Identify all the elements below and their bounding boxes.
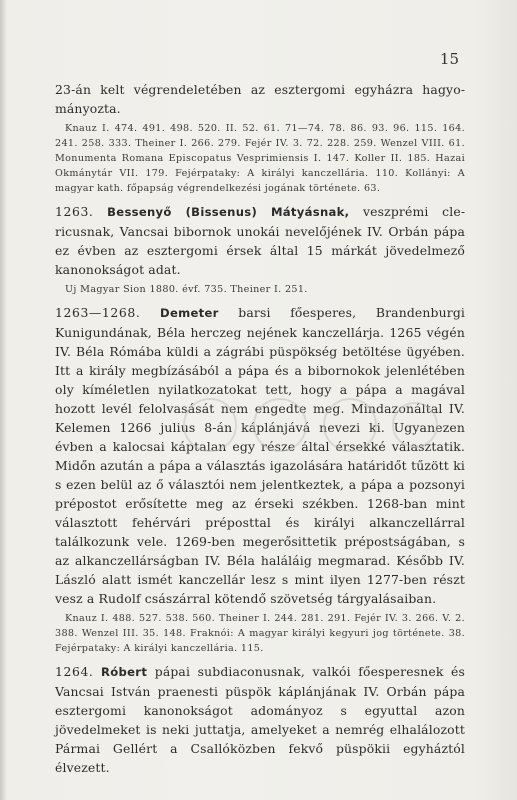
entry-number: 1263—1268. [55,305,141,320]
entry-number: 1264. [55,664,94,679]
entry-text: veszprémi clericusnak, Vancsai bibornok unokái nevelőjének IV. Orbán pápa ez évben az esztergomi érsek által 15 márkát jövedelmező kanonokságot adat. [55,204,465,277]
entry-text: barsi főesperes, Brandenburgi Kunigundának, Béla herczeg nejének kanczellárja. 1265 végén IV. Béla Rómába küldi a zágrábi püspökség betöltése ügyében. Itt a király megbízásából a pápa és a bibornokok jelenlétében oly kíméletlen nyilatkozatokat tett, hogy a pápa a magával hozott levél felolvasását nem engedte meg. Mindazonáltal IV. Kelemen 1266 julius 8-án káplánjává nevezi ki. Ugyanezen évben a kalocsai káptalan egy része által érsekké választatik. Midőn azután a pápa a választás igazolására határidőt tűzött ki s ezen belül az ő választói nem jelentkeztek, a pápa a pozsonyi prépostot erősítette meg az érseki székben. 1268-ban mint választott fehérvári préposttal és királyi alkanczellárral találkozunk vele. 1269-ben megerősittetik prépostságában, s az alkanczellárságban IV. Béla haláláig megmarad. Később IV. László alatt ismét kanczellár lesz s mint ilyen 1277-ben részt vesz a Rudolf császárral kötendő szövetség tárgyalásaiban. [55,305,466,606]
entry-robert [55,662,465,777]
entry-number: 1263. [55,204,94,219]
entry-demeter [55,303,465,608]
page-edge-shadow [0,0,6,800]
entry-name: Bessenyő (Bissenus) Mátyásnak, [107,205,350,219]
entry-text: 23-án kelt végrendeletében az esztergomi egyházra hagyományozta. [55,82,465,116]
entry-name: Róbert [101,665,148,679]
page-content [55,80,465,777]
entry-references: Uj Magyar Sion 1880. évf. 735. Theiner I. 251. [65,284,308,295]
entry-continuation-text [55,80,465,118]
page-number: 15 [439,50,459,68]
entry-references: Knauz I. 474. 491. 498. 520. II. 52. 61. 71—74. 78. 86. 93. 96. 115. 164. 241. 258. 333. Theiner I. 266. 279. Fejér IV. 3. 72. 228. 259. Wenzel VIII. 61. Monumenta Romana Episcopatus Vesprimiensis I. 147. Koller II. 185. Hazai Okmánytár VII. 179. Fejérpataky: A királyi kanczellária. 110. Kollányi: A magyar kath. főpapság végrendelkezési jogának története. 63. [55,123,465,194]
entry-name: Demeter [160,306,219,320]
entry-references: Knauz I. 488. 527. 538. 560. Theiner I. 244. 281. 291. Fejér IV. 3. 266. V. 2. 388. Wenzel III. 35. 148. Fraknói: A magyar királyi kegyuri jog története. 38. Fejérpataky: A királyi kanczellária. 115. [55,613,465,654]
entry-text: pápai subdiaconusnak, valkói főesperesnek és Vancsai István praenesti püspök káplánjának IV. Orbán pápa esztergomi kanonokságot adományoz s egyuttal azon jövedelmeket is neki juttatja, amelyeket a nemrég elhalálozott Pármai Gellért a Csallóközben fekvő püspökii egyháztól élvezett. [55,664,466,775]
entry-bessenyo [55,202,465,279]
